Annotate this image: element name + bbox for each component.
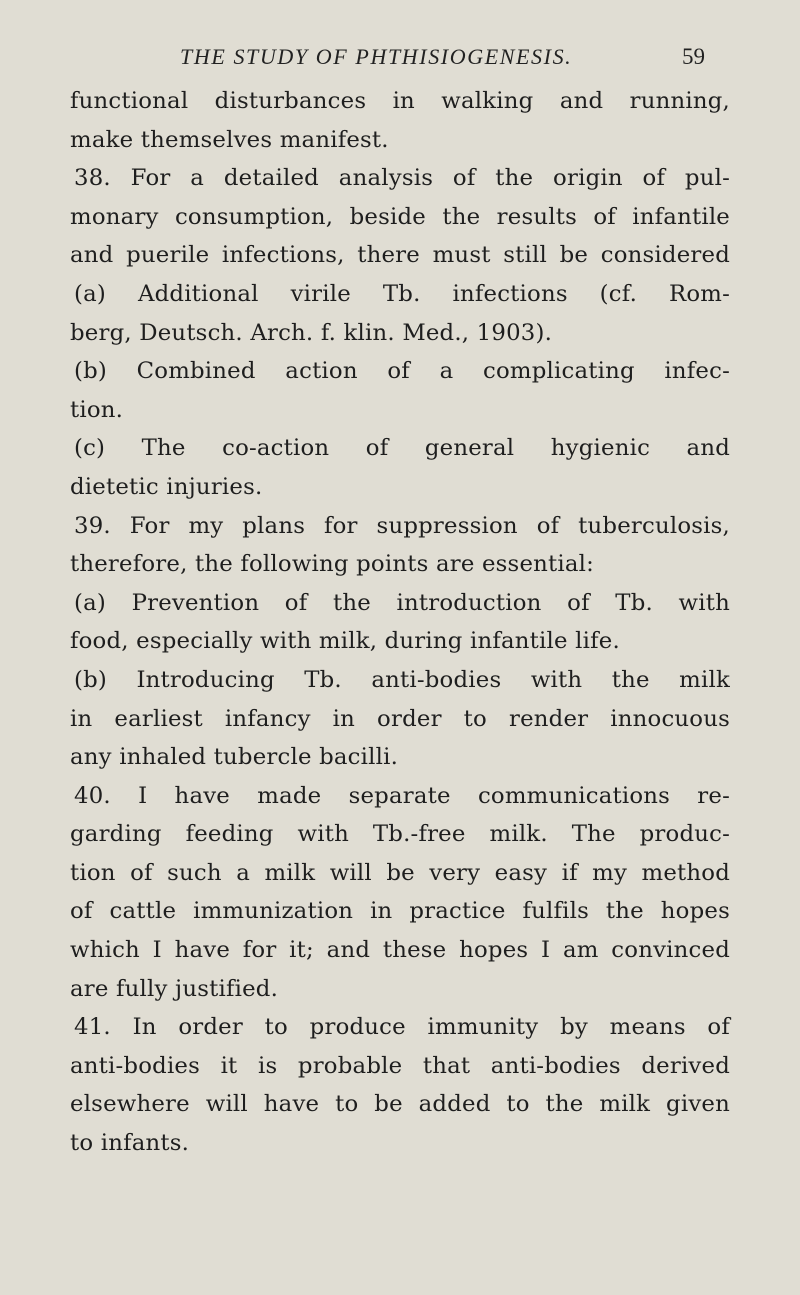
text-line: therefore, the following points are essential: xyxy=(70,551,595,578)
text-line: 40. I have made separate communications re- xyxy=(74,782,730,809)
text-line: tion of such a milk will be very easy if my method xyxy=(70,859,730,886)
text-line: dietetic injuries. xyxy=(70,473,263,500)
text-line: berg, Deutsch. Arch. f. klin. Med., 1903). xyxy=(70,319,553,346)
running-head: THE STUDY OF PHTHISIOGENESIS. xyxy=(180,44,573,69)
text-line: (a) Prevention of the introduction of Tb. with xyxy=(74,589,730,616)
text-line: 38. For a detailed analysis of the origin of pul- xyxy=(74,165,730,192)
text-line: tion. xyxy=(70,396,124,423)
text-line: to infants. xyxy=(70,1130,190,1157)
text-line: 41. In order to produce immunity by means of xyxy=(74,1014,730,1041)
text-line: anti-bodies it is probable that anti-bodies derived xyxy=(70,1052,730,1079)
text-line: which I have for it; and these hopes I am convinced xyxy=(70,937,730,964)
text-line: in earliest infancy in order to render innocuous xyxy=(70,705,730,732)
text-line: monary consumption, beside the results of infantile xyxy=(70,203,730,230)
text-line: functional disturbances in walking and running, xyxy=(70,88,730,114)
text-line: (b) Introducing Tb. anti-bodies with the milk xyxy=(74,666,730,693)
text-line: and puerile infections, there must still be considered xyxy=(70,242,730,269)
text-line: (c) The co-action of general hygienic and xyxy=(74,435,730,462)
body-text xyxy=(70,82,730,1163)
page-number: 59 xyxy=(682,44,705,69)
text-line: any inhaled tubercle bacilli. xyxy=(70,744,399,771)
text-line: elsewhere will have to be added to the milk given xyxy=(70,1091,730,1118)
text-line: garding feeding with Tb.-free milk. The produc- xyxy=(70,821,730,848)
text-line: (b) Combined action of a complicating infec- xyxy=(74,358,730,385)
text-line: 39. For my plans for suppression of tuberculosis, xyxy=(74,512,730,539)
text-line: food, especially with milk, during infantile life. xyxy=(70,628,620,655)
text-line: (a) Additional virile Tb. infections (cf. Rom- xyxy=(74,280,730,307)
text-line: make themselves manifest. xyxy=(70,126,389,153)
text-line: are fully justified. xyxy=(70,975,279,1002)
page-header xyxy=(0,44,800,76)
text-line: of cattle immunization in practice fulfils the hopes xyxy=(70,898,730,925)
